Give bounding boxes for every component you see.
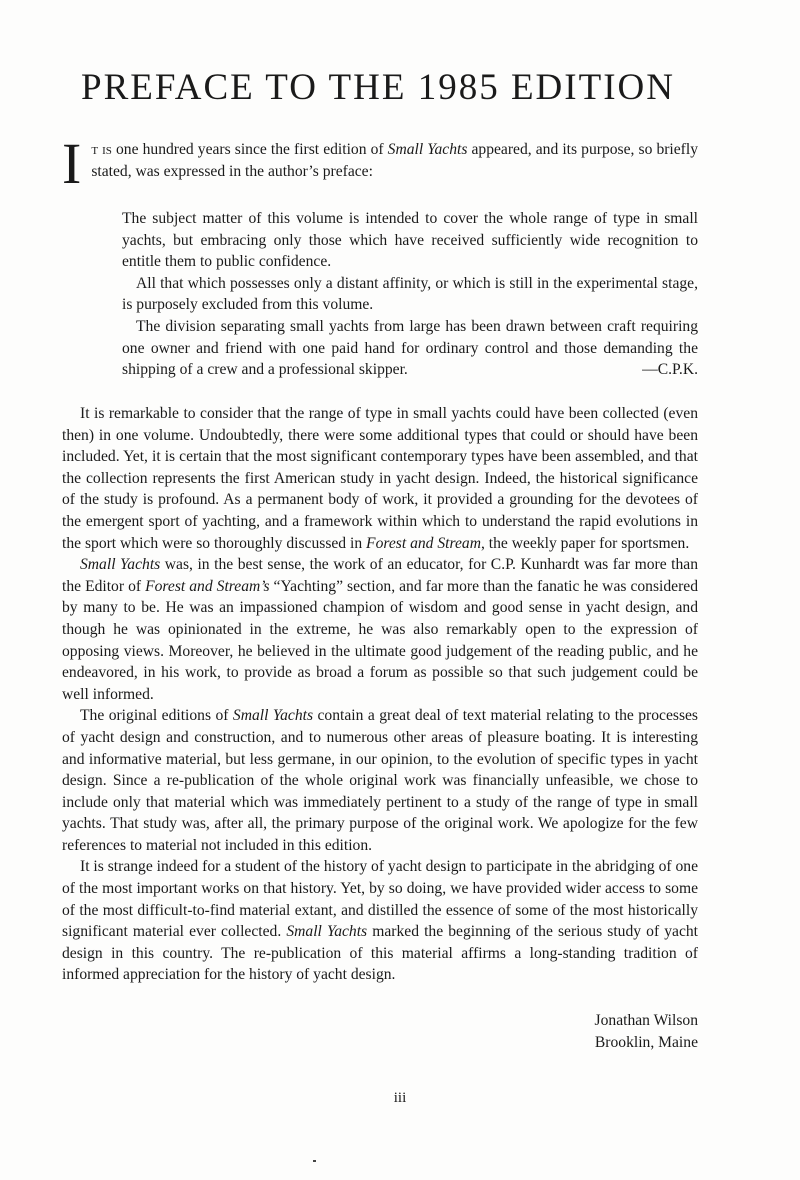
intro-paragraph bbox=[62, 131, 699, 196]
body-paragraph-1 bbox=[62, 403, 698, 554]
body-paragraph-4-italic: Small Yachts bbox=[286, 923, 368, 941]
body-paragraph-4 bbox=[62, 856, 698, 986]
body-paragraph-1-text-a: It is remarkable to consider that the range of type in small yachts could have been collected (even then) in one volume. Undoubtedly, there were some additional types that could or should have been included. Yet, it is certain that the most significant contemporary types have been assembled, and that the collection represents the first American study in yacht design. Indeed, the historical significance of the study is profound. As a permanent body of work, it provided a grounding for the devotees of the emergent sport of yachting, and a framework within which to understand the rapid evolutions in the sport which were so thoroughly discussed in bbox=[62, 405, 698, 552]
body-paragraph-2-text-a: was, in the best sense, the work of an educator, for C.P. Kunhardt was far more than the Editor of bbox=[62, 556, 699, 595]
page-number: iii bbox=[393, 1090, 407, 1106]
body-paragraph-4-text-b: marked the beginning of the serious study of yacht design in this country. The re-publication of this material affirms a long-standing tradition of informed appreciation for the history of yacht design. bbox=[62, 923, 699, 984]
body-paragraph-2-italic-2: Forest and Stream’s bbox=[145, 577, 270, 595]
quote-signature: —C.P.K. bbox=[642, 361, 698, 379]
quote-paragraph-1: The subject matter of this volume is intended to cover the whole range of type in small yachts, but embracing only those which have received sufficiently wide recognition to entitle them to public confidence. bbox=[122, 210, 698, 271]
body-paragraph-4-text-a: It is strange indeed for a student of the history of yacht design to participate in the abridging of one of the most important works on that history. Yet, by so doing, we have provided wider access to some of the most difficult-to-find material extant, and distilled the essence of some of the most historically significant material ever collected. bbox=[62, 858, 698, 941]
intro-text-after: appeared, and its purpose, so briefly stated, was expressed in the author’s preface: bbox=[91, 141, 699, 180]
quote-paragraph-3-text: The division separating small yachts from large has been drawn between craft requiring one owner and friend with one paid hand for ordinary control and those demanding the shipping of a crew and a professional skipper. bbox=[122, 317, 698, 379]
body-paragraph-3-text-a: The original editions of bbox=[80, 707, 233, 725]
signature-name: Jonathan Wilson bbox=[594, 1012, 698, 1029]
body-paragraph-2-text-b: “Yachting” section, and far more than the fanatic he was considered by many to be. He was an impassioned champion of wisdom and good sense in yacht design, and though he was opinionated in the extreme, he was also remarkably open to the expression of opposing views. Moreover, he believed in the ultimate good judgement of the reading public, and he endeavored, in his work, to provide as broad a forum as possible so that such judgement could be well informed. bbox=[62, 577, 699, 703]
quote-paragraph-3 bbox=[122, 316, 698, 381]
drop-cap: I bbox=[62, 131, 82, 196]
print-speck bbox=[313, 1160, 316, 1162]
body-paragraph-3-italic: Small Yachts bbox=[232, 707, 314, 725]
body-paragraph-1-text-b: , the weekly paper for sportsmen. bbox=[480, 534, 690, 552]
body-paragraph-2-italic-1: Small Yachts bbox=[80, 556, 161, 574]
author-preface-quote bbox=[122, 208, 698, 381]
intro-lead-words: t is bbox=[91, 141, 112, 158]
main-body bbox=[62, 403, 698, 986]
page-title: PREFACE TO THE 1985 EDITION bbox=[81, 67, 675, 108]
quote-paragraph-2: All that which possesses only a distant affinity, or which is still in the experimental stage, is purposely excluded from this volume. bbox=[122, 274, 698, 314]
author-signature bbox=[595, 1010, 698, 1053]
intro-book-title: Small Yachts bbox=[387, 141, 468, 158]
body-paragraph-2 bbox=[62, 554, 698, 705]
body-paragraph-3-text-b: contain a great deal of text material relating to the processes of yacht design and construction, and to numerous other areas of pleasure boating. It is interesting and informative material, but less germane, in our opinion, to the evolution of specific types in yacht design. Since a re-publication of the whole original work was financially unfeasible, we chose to include only that material which was immediately pertinent to a study of the range of type in small yachts. That study was, after all, the primary purpose of the original work. We apologize for the few references to material not included in this edition. bbox=[62, 707, 698, 854]
body-paragraph-1-italic: Forest and Stream bbox=[366, 534, 481, 552]
signature-place: Brooklin, Maine bbox=[594, 1033, 698, 1051]
body-paragraph-3 bbox=[62, 705, 698, 856]
intro-text-before: one hundred years since the first edition of bbox=[111, 141, 388, 158]
